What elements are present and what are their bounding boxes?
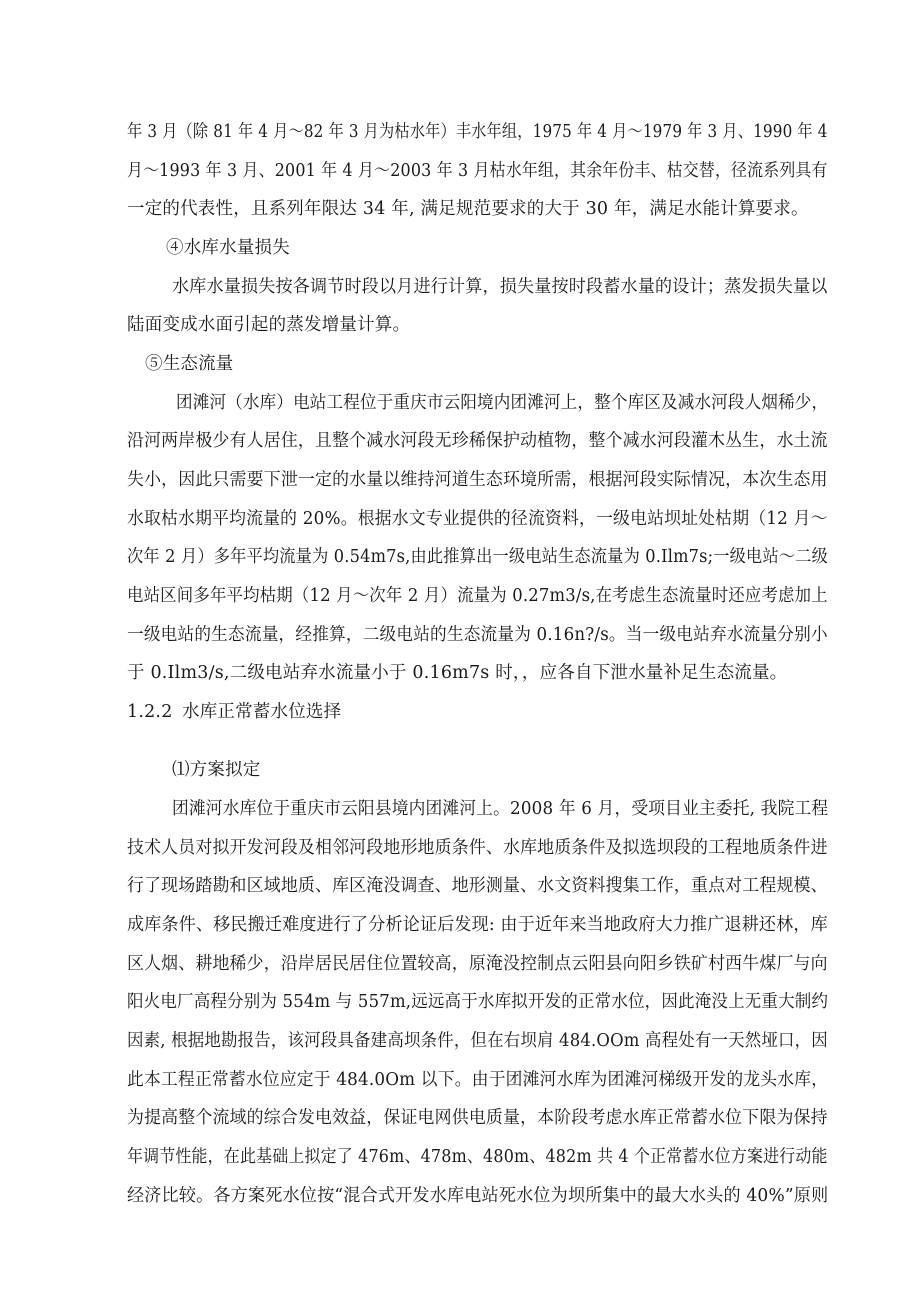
eco-flow-line-7: 一级电站的生态流量，经推算，二级电站的生态流量为 0.16n?/s。当一级电站弃水流量分别小 xyxy=(127,625,828,645)
heading-ecological-flow: ⑤生态流量 xyxy=(145,354,234,374)
intro-line-3: 一定的代表性，且系列年限达 34 年, 满足规范要求的大于 30 年，满足水能计算要求。 xyxy=(127,199,809,219)
plan-line-5: 区人烟、耕地稀少，沿岸居民居住位置较高，原淹没控制点云阳县向阳乡铁矿村西牛煤厂与向 xyxy=(127,954,828,974)
plan-line-9: 为提高整个流域的综合发电效益，保证电网供电质量，本阶段考虑水库正常蓄水位下限为保持 xyxy=(127,1108,828,1128)
section-title: 水库正常蓄水位选择 xyxy=(182,702,342,722)
eco-flow-line-1: 团滩河（水库）电站工程位于重庆市云阳境内团滩河上，整个库区及减水河段人烟稀少， xyxy=(176,393,829,413)
section-number: 1.2.2 xyxy=(127,702,173,722)
intro-line-1: 年 3 月（除 81 年 4 月～82 年 3 月为枯水年）丰水年组，1975 年 4 月～1979 年 3 月、1990 年 4 xyxy=(127,122,828,142)
eco-flow-line-2: 沿河两岸极少有人居住，且整个减水河段无珍稀保护动植物，整个减水河段灌木丛生，水土流 xyxy=(127,431,828,451)
plan-line-10: 年调节性能，在此基础上拟定了 476m、478m、480m、482m 共 4 个正常蓄水位方案进行动能 xyxy=(127,1147,828,1167)
intro-line-2: 月～1993 年 3 月、2001 年 4 月～2003 年 3 月枯水年组，其余年份丰、枯交替，径流系列具有 xyxy=(127,161,828,181)
eco-flow-line-6: 电站区间多年平均枯期（12 月～次年 2 月）流量为 0.27m3∕s,在考虑生态流量时还应考虑加上 xyxy=(127,586,828,606)
plan-line-3: 行了现场踏勘和区域地质、库区淹没调查、地形测量、水文资料搜集工作，重点对工程规模、 xyxy=(127,876,828,896)
plan-line-1: 团滩河水库位于重庆市云阳县境内团滩河上。2008 年 6 月，受项目业主委托, 我院工程 xyxy=(172,799,829,819)
plan-line-11: 经济比较。各方案死水位按“混合式开发水库电站死水位为坝所集中的最大水头的 40%”原则 xyxy=(127,1186,829,1206)
heading-plan-formulation: ⑴方案拟定 xyxy=(172,760,261,780)
plan-line-8: 此本工程正常蓄水位应定于 484.0Om 以下。由于团滩河水库为团滩河梯级开发的龙头水库， xyxy=(127,1070,829,1090)
plan-line-4: 成库条件、移民搬迁难度进行了分析论证后发现: 由于近年来当地政府大力推广退耕还林，库 xyxy=(127,915,828,935)
eco-flow-line-5: 次年 2 月）多年平均流量为 0.54m7s,由此推算出一级电站生态流量为 0.Ilm7s;一级电站～二级 xyxy=(127,547,829,567)
plan-line-7: 因素, 根据地勘报告，该河段具备建高坝条件，但在右坝肩 484.OOm 高程处有一天然垭口，因 xyxy=(127,1031,828,1051)
water-loss-line-2: 陆面变成水面引起的蒸发增量计算。 xyxy=(127,315,411,335)
heading-reservoir-water-loss: ④水库水量损失 xyxy=(166,238,290,258)
eco-flow-line-8: 于 0.Ilm3∕s,二级电站弃水流量小于 0.16m7s 时，，应各自下泄水量补足生态流量。 xyxy=(127,663,788,683)
water-loss-line-1: 水库水量损失按各调节时段以月进行计算，损失量按时段蓄水量的设计；蒸发损失量以 xyxy=(172,277,828,297)
plan-line-6: 阳火电厂高程分别为 554m 与 557m,远远高于水库拟开发的正常水位，因此淹没上无重大制约 xyxy=(127,992,829,1012)
eco-flow-line-4: 水取枯水期平均流量的 20%。根据水文专业提供的径流资料，一级电站坝址处枯期（12 月～ xyxy=(127,509,828,529)
eco-flow-line-3: 失小，因此只需要下泄一定的水量以维持河道生态环境所需，根据河段实际情况，本次生态用 xyxy=(127,470,828,490)
plan-line-2: 技术人员对拟开发河段及相邻河段地形地质条件、水库地质条件及拟选坝段的工程地质条件进 xyxy=(127,838,828,858)
